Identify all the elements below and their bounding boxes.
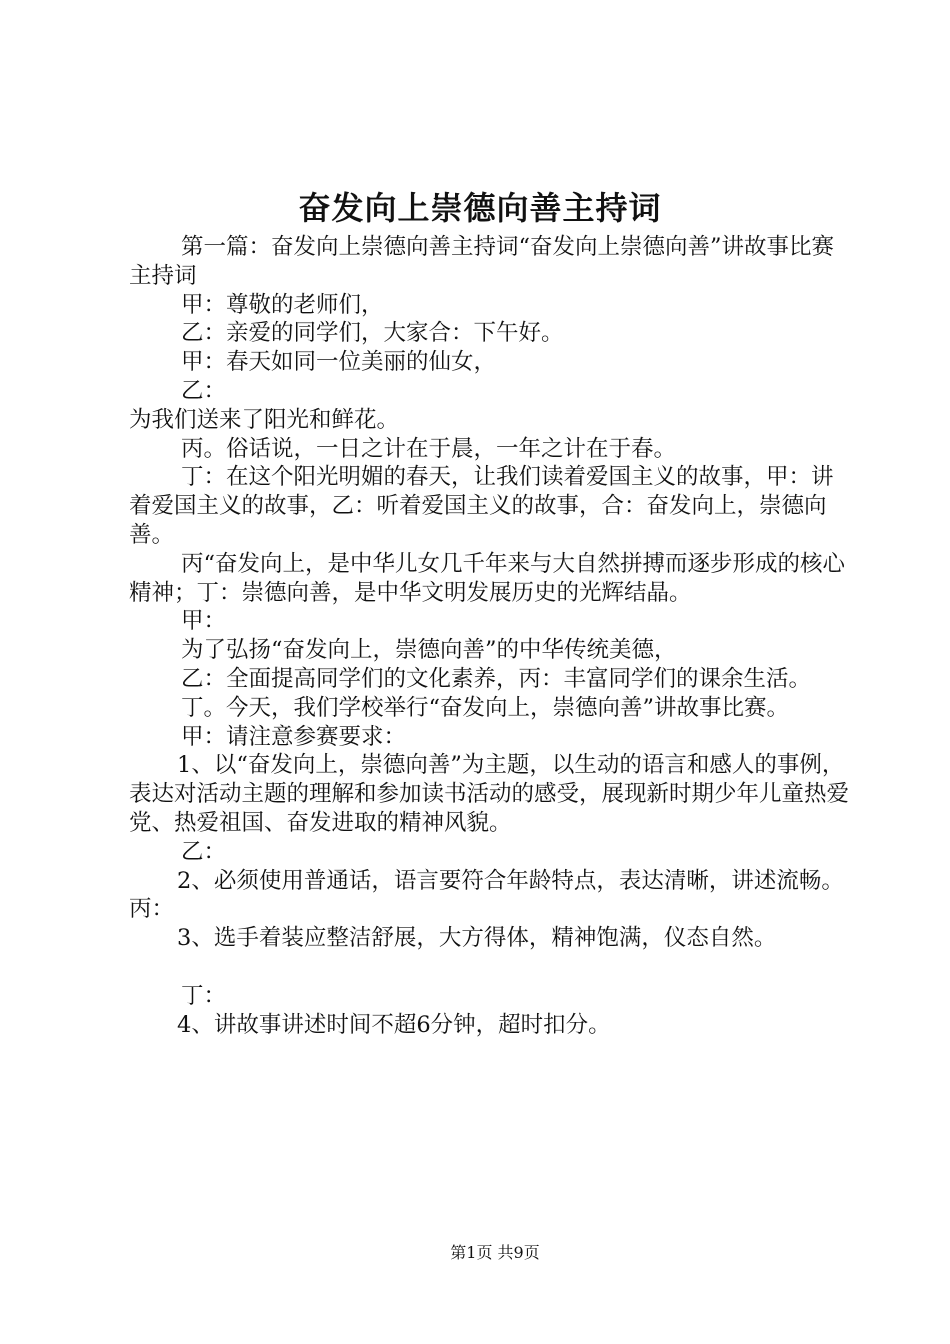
paragraph: 甲：春天如同一位美丽的仙女，: [181, 349, 497, 376]
paragraph: 丁：: [181, 982, 227, 1009]
paragraph: 第一篇：奋发向上崇德向善主持词“奋发向上崇德向善”讲故事比赛主持词: [129, 234, 835, 289]
paragraph: 为我们送来了阳光和鲜花。: [129, 406, 400, 433]
paragraph: 为了弘扬“奋发向上，崇德向善”的中华传统美德，: [181, 637, 677, 664]
document-body: [129, 233, 849, 1039]
paragraph: 丁。今天，我们学校举行“奋发向上，崇德向善”讲故事比赛。: [181, 694, 790, 721]
paragraph: 乙：: [181, 838, 227, 865]
paragraph: 丙“奋发向上，是中华儿女几千年来与大自然拼搏而逐步形成的核心精神；丁：崇德向善，是中华文明发展历史的光辉结晶。: [129, 550, 846, 606]
paragraph: 2、必须使用普通话，语言要符合年龄特点，表达清晰，讲述流畅。丙：: [129, 867, 844, 923]
paragraph: 甲：: [181, 608, 227, 635]
paragraph: 3、选手着装应整洁舒展，大方得体，精神饱满，仪态自然。: [177, 925, 777, 952]
paragraph: 甲：请注意参赛要求：: [181, 723, 407, 750]
paragraph: 甲：尊敬的老师们，: [181, 291, 384, 318]
paragraph: 丙。俗话说，一日之计在于晨，一年之计在于春。: [181, 435, 677, 462]
paragraph: 乙：亲爱的同学们，大家合：下午好。: [181, 320, 564, 347]
paragraph: 4、讲故事讲述时间不超6分钟，超时扣分。: [177, 1011, 611, 1038]
page-footer: 第1页 共9页: [450, 1243, 540, 1262]
paragraph: 乙：: [181, 377, 227, 404]
paragraph: 乙：全面提高同学们的文化素养，丙：丰富同学们的课余生活。: [181, 665, 812, 692]
paragraph: 1、以“奋发向上，崇德向善”为主题，以生动的语言和感人的事例，表达对活动主题的理解和参加读书活动的感受，展现新时期少年儿童热爱党、热爱祖国、奋发进取的精神风貌。: [129, 752, 850, 836]
document-title: 奋发向上崇德向善主持词: [298, 189, 662, 227]
paragraph: 丁：在这个阳光明媚的春天，让我们读着爱国主义的故事，甲：讲着爱国主义的故事，乙：听着爱国主义的故事，合：奋发向上，崇德向善。: [129, 464, 834, 548]
